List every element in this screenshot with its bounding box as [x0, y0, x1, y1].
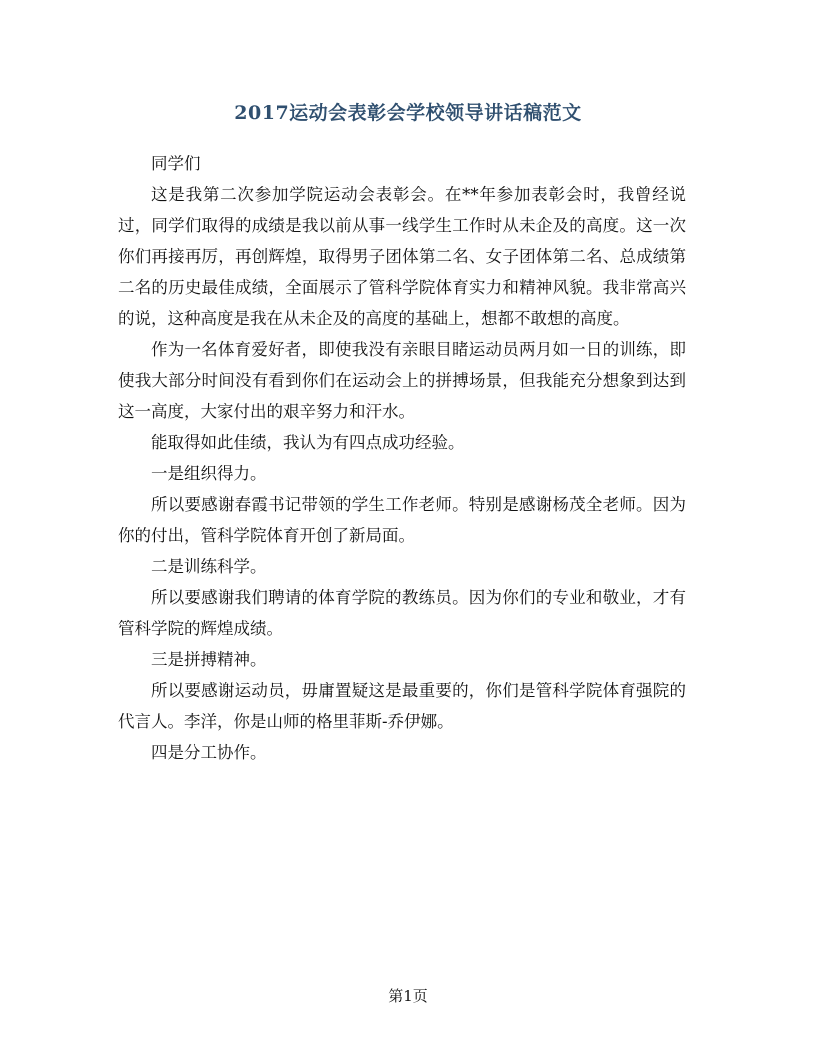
paragraph: 同学们: [151, 154, 201, 173]
paragraph: 所以要感谢春霞书记带领的学生工作老师。特别是感谢杨茂全老师。因为你的付出，管科学院体育开创了新局面。: [118, 495, 686, 545]
paragraph: 所以要感谢运动员，毋庸置疑这是最重要的，你们是管科学院体育强院的代言人。李洋，你是山师的格里菲斯-乔伊娜。: [118, 681, 686, 731]
paragraph: 能取得如此佳绩，我认为有四点成功经验。: [151, 433, 465, 452]
paragraph: 所以要感谢我们聘请的体育学院的教练员。因为你们的专业和敬业，才有管科学院的辉煌成绩。: [118, 588, 686, 638]
document-title: 2017运动会表彰会学校领导讲话稿范文: [234, 102, 582, 124]
paragraph: 二是训练科学。: [151, 557, 267, 576]
paragraph: 作为一名体育爱好者，即使我没有亲眼目睹运动员两月如一日的训练，即使我大部分时间没有看到你们在运动会上的拼搏场景，但我能充分想象到达到这一高度，大家付出的艰辛努力和汗水。: [118, 340, 686, 421]
paragraph: 三是拼搏精神。: [151, 650, 267, 669]
paragraph: 这是我第二次参加学院运动会表彰会。在**年参加表彰会时，我曾经说过，同学们取得的成绩是我以前从事一线学生工作时从未企及的高度。这一次你们再接再厉，再创辉煌，取得男子团体第二名、女子团体第二名、总成绩第二名的历史最佳成绩，全面展示了管科学院体育实力和精神风貌。我非常高兴的说，这种高度是我在从未企及的高度的基础上，想都不敢想的高度。: [118, 185, 686, 328]
paragraph: 一是组织得力。: [151, 464, 267, 483]
paragraph: 四是分工协作。: [151, 743, 267, 762]
page-number: 第1页: [388, 987, 428, 1005]
document-body: [118, 148, 686, 768]
